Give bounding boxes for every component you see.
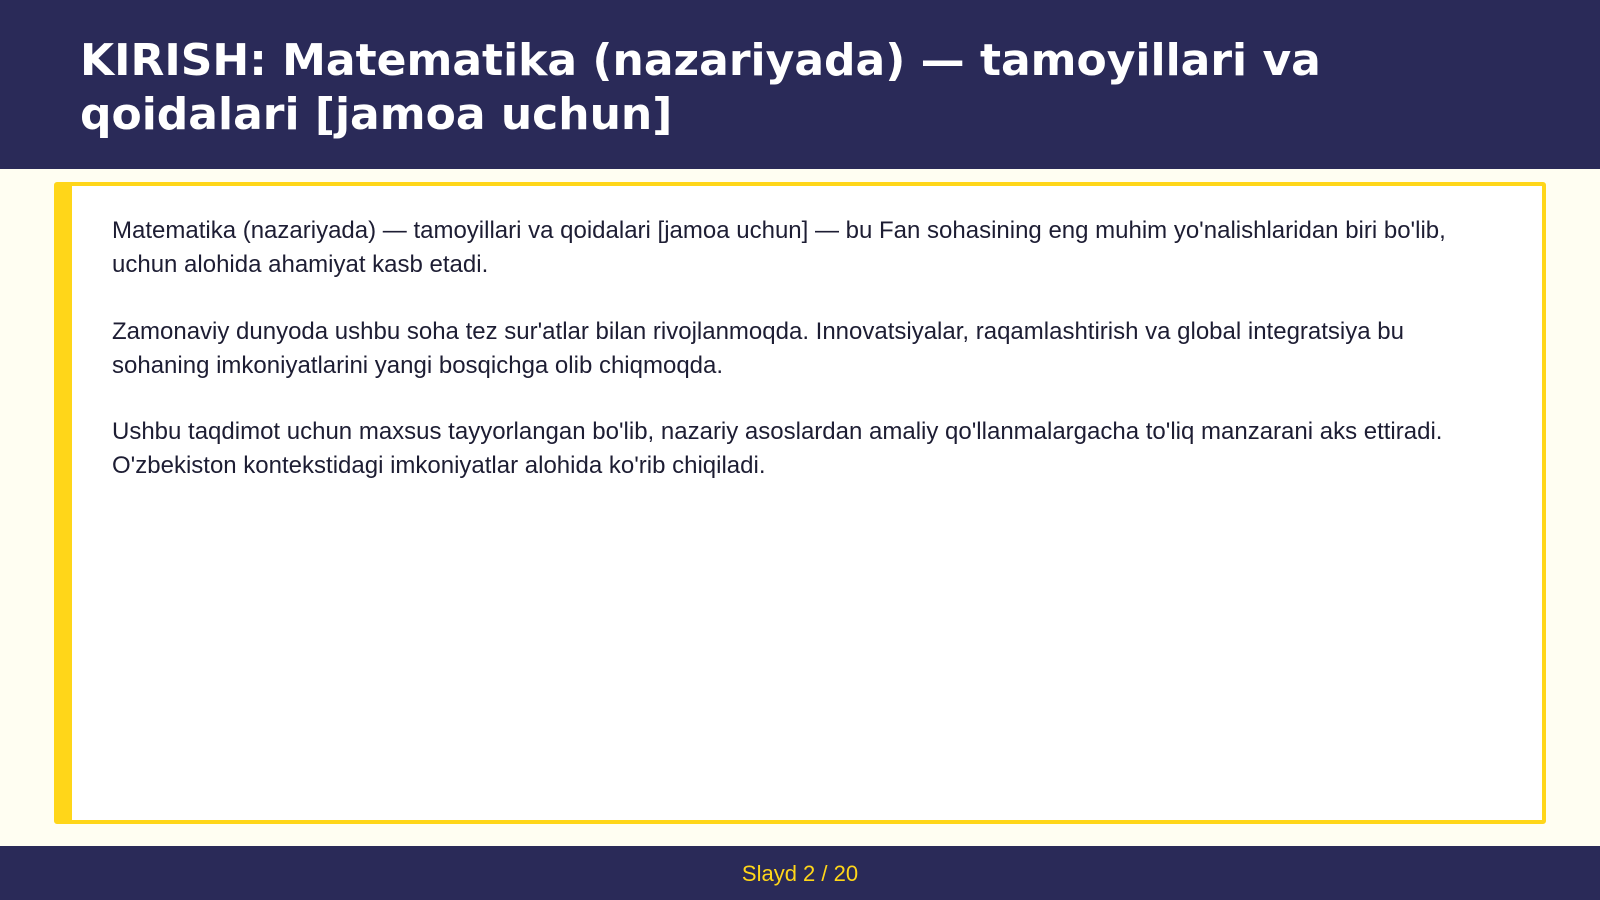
presentation-purpose-paragraph: Ushbu taqdimot uchun maxsus tayyorlangan bo'lib, nazariy asoslardan amaliy qo'llanmalargacha to'liq manzarani aks ettiradi. O'zbekiston kontekstidagi imkoniyatlar alohida ko'rib chiqiladi. [112, 418, 1443, 479]
slide-title: KIRISH: Matematika (nazariyada) — tamoyillari va qoidalari [jamoa uchun] [80, 35, 1321, 140]
slide-header [0, 0, 1600, 169]
content-card [54, 182, 1546, 824]
slide-footer [0, 846, 1600, 900]
intro-paragraph: Matematika (nazariyada) — tamoyillari va qoidalari [jamoa uchun] — bu Fan sohasining eng muhim yo'nalishlaridan biri bo'lib, uchun alohida ahamiyat kasb etadi. [112, 217, 1446, 278]
modern-world-paragraph: Zamonaviy dunyoda ushbu soha tez sur'atlar bilan rivojlanmoqda. Innovatsiyalar, raqamlashtirish va global integratsiya bu sohaning imkoniyatlarini yangi bosqichga olib chiqmoqda. [112, 318, 1404, 379]
slide-number: Slayd 2 / 20 [741, 861, 859, 886]
